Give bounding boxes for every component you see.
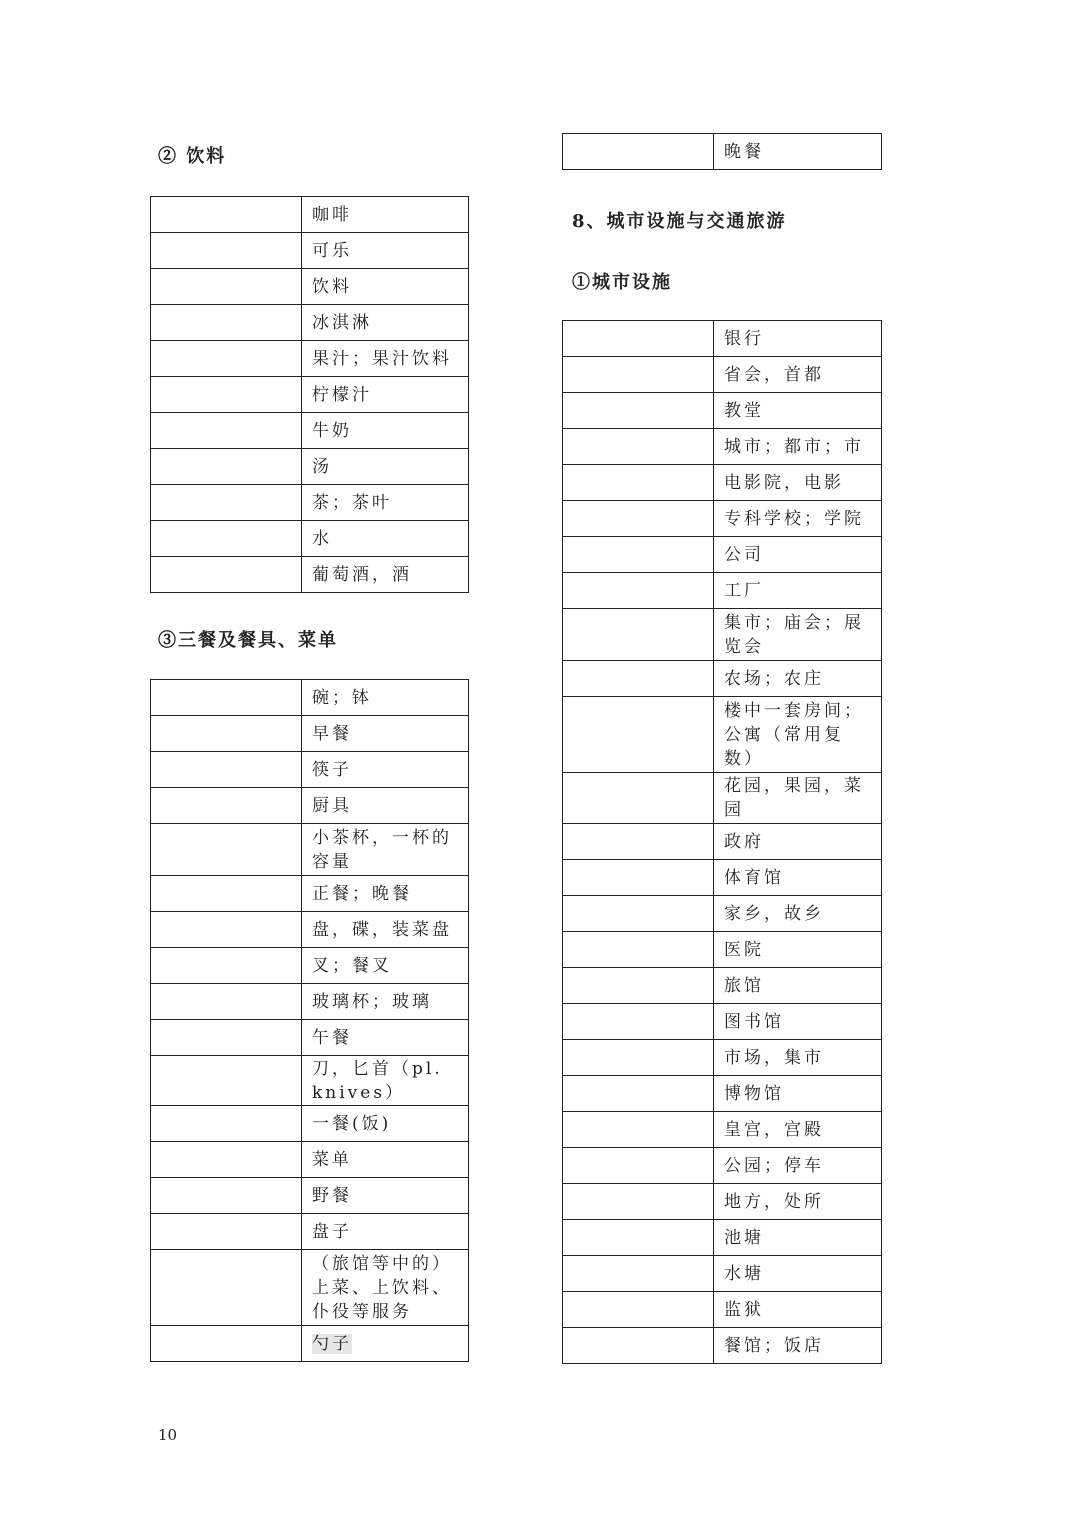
- chinese-cell: 晚餐: [714, 134, 882, 170]
- english-cell: [151, 984, 302, 1020]
- chinese-cell: 教堂: [714, 393, 882, 429]
- english-cell: [563, 357, 714, 393]
- chinese-cell: 楼中一套房间；公寓（常用复数）: [714, 697, 882, 773]
- chinese-cell: 果汁；果汁饮料: [302, 341, 469, 377]
- english-cell: [151, 305, 302, 341]
- english-cell: [563, 773, 714, 824]
- table-row: [151, 752, 469, 788]
- english-cell: [563, 1148, 714, 1184]
- english-cell: [151, 1250, 302, 1326]
- chinese-cell: 小茶杯，一杯的容量: [302, 824, 469, 876]
- table-row: [151, 269, 469, 305]
- facilities-table: [562, 320, 882, 1364]
- table-row: [563, 697, 882, 773]
- table-row: [151, 912, 469, 948]
- table-row: [563, 501, 882, 537]
- table-row: [563, 357, 882, 393]
- english-cell: [151, 377, 302, 413]
- table-row: [151, 449, 469, 485]
- english-cell: [563, 537, 714, 573]
- chinese-cell: （旅馆等中的）上菜、上饮料、仆役等服务: [302, 1250, 469, 1326]
- chinese-cell: 菜单: [302, 1142, 469, 1178]
- english-cell: [563, 1256, 714, 1292]
- chinese-cell: 医院: [714, 932, 882, 968]
- table-row: [151, 716, 469, 752]
- table-row: [151, 1106, 469, 1142]
- table-row: [151, 1142, 469, 1178]
- meals-heading: ③三餐及餐具、菜单: [158, 630, 338, 651]
- table-row: [151, 1020, 469, 1056]
- table-row: [563, 1112, 882, 1148]
- english-cell: [563, 697, 714, 773]
- table-row: [151, 413, 469, 449]
- chinese-cell: 政府: [714, 824, 882, 860]
- english-cell: [151, 912, 302, 948]
- english-cell: [151, 1056, 302, 1106]
- table-row: [151, 485, 469, 521]
- chinese-cell: 公司: [714, 537, 882, 573]
- chinese-cell: 农场；农庄: [714, 661, 882, 697]
- chinese-cell: 厨具: [302, 788, 469, 824]
- table-row: [563, 860, 882, 896]
- table-row: [151, 948, 469, 984]
- table-row: [151, 1178, 469, 1214]
- table-row: [151, 984, 469, 1020]
- chinese-cell: 饮料: [302, 269, 469, 305]
- facilities-heading: ①城市设施: [572, 272, 672, 293]
- table-row: [563, 573, 882, 609]
- chinese-cell: 叉；餐叉: [302, 948, 469, 984]
- english-cell: [151, 485, 302, 521]
- chinese-cell: 茶；茶叶: [302, 485, 469, 521]
- english-cell: [563, 1040, 714, 1076]
- chinese-cell: 家乡，故乡: [714, 896, 882, 932]
- table-row: [563, 968, 882, 1004]
- english-cell: [563, 573, 714, 609]
- english-cell: [151, 1178, 302, 1214]
- english-cell: [563, 1184, 714, 1220]
- meals-table: [150, 679, 469, 1362]
- table-row: [563, 1148, 882, 1184]
- chinese-cell: 盘，碟，装菜盘: [302, 912, 469, 948]
- highlighted-text: 勺子: [312, 1333, 352, 1354]
- chinese-cell: 省会，首都: [714, 357, 882, 393]
- chinese-cell: 市场，集市: [714, 1040, 882, 1076]
- chinese-cell: 电影院，电影: [714, 465, 882, 501]
- chinese-cell: 餐馆；饭店: [714, 1328, 882, 1364]
- english-cell: [563, 932, 714, 968]
- table-row: [563, 1292, 882, 1328]
- table-row: [563, 1328, 882, 1364]
- chinese-cell: 汤: [302, 449, 469, 485]
- english-cell: [563, 1112, 714, 1148]
- chinese-cell: 柠檬汁: [302, 377, 469, 413]
- chinese-cell: 可乐: [302, 233, 469, 269]
- chinese-cell: 工厂: [714, 573, 882, 609]
- english-cell: [151, 197, 302, 233]
- chinese-cell: 银行: [714, 321, 882, 357]
- chinese-cell: 皇宫，宫殿: [714, 1112, 882, 1148]
- english-cell: [151, 1142, 302, 1178]
- table-row: [563, 537, 882, 573]
- english-cell: [563, 321, 714, 357]
- section-heading: 8、城市设施与交通旅游: [572, 211, 787, 232]
- english-cell: [563, 134, 714, 170]
- table-row: [151, 680, 469, 716]
- chinese-cell: 花园，果园，菜园: [714, 773, 882, 824]
- chinese-cell: 野餐: [302, 1178, 469, 1214]
- english-cell: [151, 413, 302, 449]
- table-row: [151, 557, 469, 593]
- table-row: [563, 1004, 882, 1040]
- table-row: [151, 233, 469, 269]
- chinese-cell: 专科学校；学院: [714, 501, 882, 537]
- english-cell: [563, 1292, 714, 1328]
- table-row: [563, 134, 882, 170]
- table-row: [151, 197, 469, 233]
- page-number: 10: [158, 1426, 178, 1444]
- chinese-cell: 碗；钵: [302, 680, 469, 716]
- english-cell: [151, 521, 302, 557]
- english-cell: [151, 1214, 302, 1250]
- chinese-cell: 城市；都市；市: [714, 429, 882, 465]
- drinks-table: [150, 196, 469, 593]
- table-row: [563, 429, 882, 465]
- english-cell: [563, 1076, 714, 1112]
- chinese-cell: 公园；停车: [714, 1148, 882, 1184]
- chinese-cell: 午餐: [302, 1020, 469, 1056]
- english-cell: [563, 1220, 714, 1256]
- english-cell: [151, 233, 302, 269]
- table-row: [151, 876, 469, 912]
- table-row: [563, 1076, 882, 1112]
- table-row: [151, 377, 469, 413]
- table-row: [563, 1220, 882, 1256]
- table-row: [151, 1326, 469, 1362]
- chinese-cell: [302, 1326, 469, 1362]
- table-row: [563, 1040, 882, 1076]
- table-row: [563, 824, 882, 860]
- english-cell: [151, 341, 302, 377]
- chinese-cell: 盘子: [302, 1214, 469, 1250]
- chinese-cell: 正餐；晚餐: [302, 876, 469, 912]
- chinese-cell: 监狱: [714, 1292, 882, 1328]
- table-row: [151, 305, 469, 341]
- table-row: [563, 321, 882, 357]
- chinese-cell: 筷子: [302, 752, 469, 788]
- table-row: [563, 1184, 882, 1220]
- chinese-cell: 图书馆: [714, 1004, 882, 1040]
- english-cell: [563, 968, 714, 1004]
- table-row: [151, 1250, 469, 1326]
- supper-table: [562, 133, 882, 170]
- table-row: [563, 393, 882, 429]
- chinese-cell: 博物馆: [714, 1076, 882, 1112]
- english-cell: [151, 449, 302, 485]
- english-cell: [151, 788, 302, 824]
- english-cell: [563, 1004, 714, 1040]
- english-cell: [563, 896, 714, 932]
- english-cell: [563, 824, 714, 860]
- drinks-heading: ② 饮料: [158, 146, 227, 167]
- table-row: [151, 521, 469, 557]
- table-row: [563, 1256, 882, 1292]
- english-cell: [563, 661, 714, 697]
- chinese-cell: 葡萄酒，酒: [302, 557, 469, 593]
- chinese-cell: 刀，匕首（pl. knives）: [302, 1056, 469, 1106]
- chinese-cell: 咖啡: [302, 197, 469, 233]
- english-cell: [563, 609, 714, 661]
- chinese-cell: 冰淇淋: [302, 305, 469, 341]
- chinese-cell: 地方，处所: [714, 1184, 882, 1220]
- chinese-cell: 牛奶: [302, 413, 469, 449]
- chinese-cell: 集市；庙会；展览会: [714, 609, 882, 661]
- table-row: [151, 824, 469, 876]
- english-cell: [563, 393, 714, 429]
- english-cell: [151, 876, 302, 912]
- table-row: [151, 341, 469, 377]
- english-cell: [563, 429, 714, 465]
- english-cell: [151, 948, 302, 984]
- table-row: [151, 1056, 469, 1106]
- chinese-cell: 体育馆: [714, 860, 882, 896]
- table-row: [563, 773, 882, 824]
- english-cell: [151, 557, 302, 593]
- english-cell: [563, 860, 714, 896]
- table-row: [563, 932, 882, 968]
- chinese-cell: 旅馆: [714, 968, 882, 1004]
- table-row: [563, 896, 882, 932]
- chinese-cell: 水: [302, 521, 469, 557]
- chinese-cell: 早餐: [302, 716, 469, 752]
- chinese-cell: 玻璃杯；玻璃: [302, 984, 469, 1020]
- english-cell: [151, 716, 302, 752]
- english-cell: [563, 465, 714, 501]
- english-cell: [151, 269, 302, 305]
- chinese-cell: 一餐(饭): [302, 1106, 469, 1142]
- table-row: [151, 788, 469, 824]
- english-cell: [151, 680, 302, 716]
- table-row: [563, 465, 882, 501]
- english-cell: [151, 752, 302, 788]
- table-row: [151, 1214, 469, 1250]
- english-cell: [151, 1106, 302, 1142]
- english-cell: [151, 1326, 302, 1362]
- english-cell: [151, 824, 302, 876]
- chinese-cell: 水塘: [714, 1256, 882, 1292]
- table-row: [563, 609, 882, 661]
- english-cell: [151, 1020, 302, 1056]
- table-row: [563, 661, 882, 697]
- english-cell: [563, 501, 714, 537]
- english-cell: [563, 1328, 714, 1364]
- chinese-cell: 池塘: [714, 1220, 882, 1256]
